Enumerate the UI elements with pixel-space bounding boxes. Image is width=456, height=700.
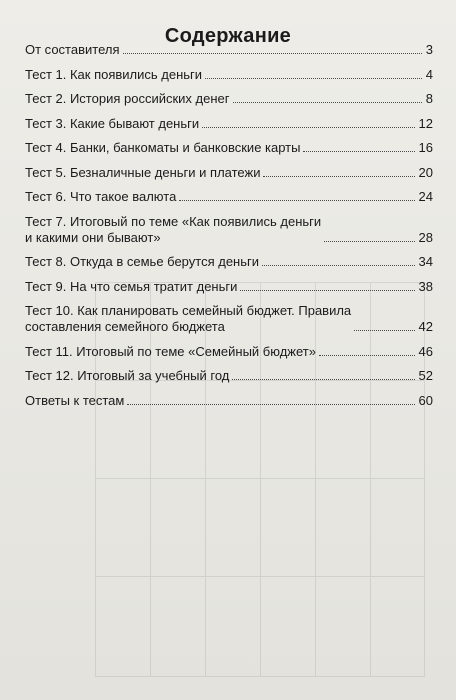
toc-entry-title-line: Тест 9. На что семья тратит деньги: [25, 278, 238, 294]
toc-entry-title-line: Тест 4. Банки, банкоматы и банковские карты: [25, 140, 301, 155]
dot-leader: [202, 127, 414, 128]
toc-entry-title: [25, 303, 351, 335]
toc-entry-title: [25, 140, 300, 156]
toc-entry[interactable]: [25, 140, 433, 156]
toc-entry[interactable]: [25, 303, 433, 335]
toc-entry-title-line: Тест 12. Итоговый за учебный год: [25, 368, 230, 383]
toc-entry[interactable]: [25, 344, 433, 360]
toc-entry-title: [25, 42, 120, 58]
dot-leader: [240, 290, 414, 291]
toc-entry[interactable]: [25, 165, 433, 181]
dot-leader: [127, 404, 414, 405]
toc-entry-title: [25, 344, 316, 360]
toc-entry-title-line: От составителя: [25, 42, 120, 57]
dot-leader: [233, 102, 422, 103]
toc-entry-page-number: 24: [418, 189, 433, 204]
toc-entry-title: [25, 91, 230, 107]
toc-entry-title-line: Тест 8. Откуда в семье берутся деньги: [25, 254, 259, 269]
toc-entry-title-line: Тест 3. Какие бывают деньги: [25, 115, 200, 131]
toc-entry-title-line: Тест 10. Как планировать семейный бюджет. Правила: [25, 303, 352, 318]
toc-entry-title-line: Тест 5. Безналичные деньги и платежи: [25, 164, 261, 180]
toc-entry[interactable]: [25, 91, 433, 107]
toc-entry-title-line: Тест 6. Что такое валюта: [25, 189, 177, 204]
toc-entry-page-number: 28: [418, 229, 433, 245]
toc-entry[interactable]: [25, 393, 433, 409]
dot-leader: [354, 330, 414, 331]
toc-entry-title-line: и какими они бывают»: [25, 229, 161, 245]
toc-entry[interactable]: [25, 254, 433, 270]
toc-entry-title: [25, 254, 259, 270]
toc-entry-page-number: 38: [418, 278, 433, 294]
toc-entry-title: [25, 67, 202, 83]
toc-entry-title: [25, 189, 176, 205]
toc-entry-title: [25, 116, 199, 132]
toc-entry[interactable]: [25, 368, 433, 384]
toc-entry-title-line: Ответы к тестам: [25, 392, 125, 408]
table-of-contents: [25, 42, 433, 417]
dot-leader: [179, 200, 414, 201]
toc-entry[interactable]: [25, 189, 433, 205]
toc-entry-page-number: 52: [418, 368, 433, 383]
toc-entry-title-line: Тест 7. Итоговый по теме «Как появились деньги: [25, 213, 322, 229]
dot-leader: [324, 241, 414, 242]
dot-leader: [123, 53, 422, 54]
toc-entry-title: [25, 393, 124, 409]
toc-entry-title: [25, 165, 260, 181]
dot-leader: [263, 176, 414, 177]
toc-entry-page-number: 60: [418, 392, 433, 408]
dot-leader: [303, 151, 414, 152]
toc-entry-page-number: 20: [418, 164, 433, 180]
toc-entry-title-line: Тест 11. Итоговый по теме «Семейный бюджет»: [25, 343, 316, 359]
toc-entry[interactable]: [25, 279, 433, 295]
toc-entry[interactable]: [25, 116, 433, 132]
toc-entry-page-number: 3: [425, 42, 433, 57]
toc-entry-page-number: 12: [418, 115, 433, 131]
toc-entry-title: [25, 214, 321, 246]
toc-entry[interactable]: [25, 214, 433, 246]
dot-leader: [262, 265, 415, 266]
toc-entry-page-number: 4: [425, 66, 433, 82]
toc-entry[interactable]: [25, 67, 433, 83]
toc-entry-page-number: 42: [418, 319, 433, 334]
dot-leader: [205, 78, 422, 79]
toc-entry-title-line: составления семейного бюджета: [25, 319, 225, 334]
page-title: Содержание: [164, 25, 292, 48]
toc-entry-page-number: 34: [418, 254, 433, 269]
toc-entry-title: [25, 279, 237, 295]
dot-leader: [232, 379, 414, 380]
toc-entry[interactable]: [25, 42, 433, 58]
toc-entry-title: [25, 368, 229, 384]
dot-leader: [319, 355, 415, 356]
toc-entry-title-line: Тест 1. Как появились деньги: [25, 66, 203, 82]
toc-entry-page-number: 46: [418, 343, 433, 359]
toc-entry-page-number: 8: [425, 91, 433, 106]
toc-entry-title-line: Тест 2. История российских денег: [25, 91, 230, 106]
toc-entry-page-number: 16: [418, 140, 433, 155]
